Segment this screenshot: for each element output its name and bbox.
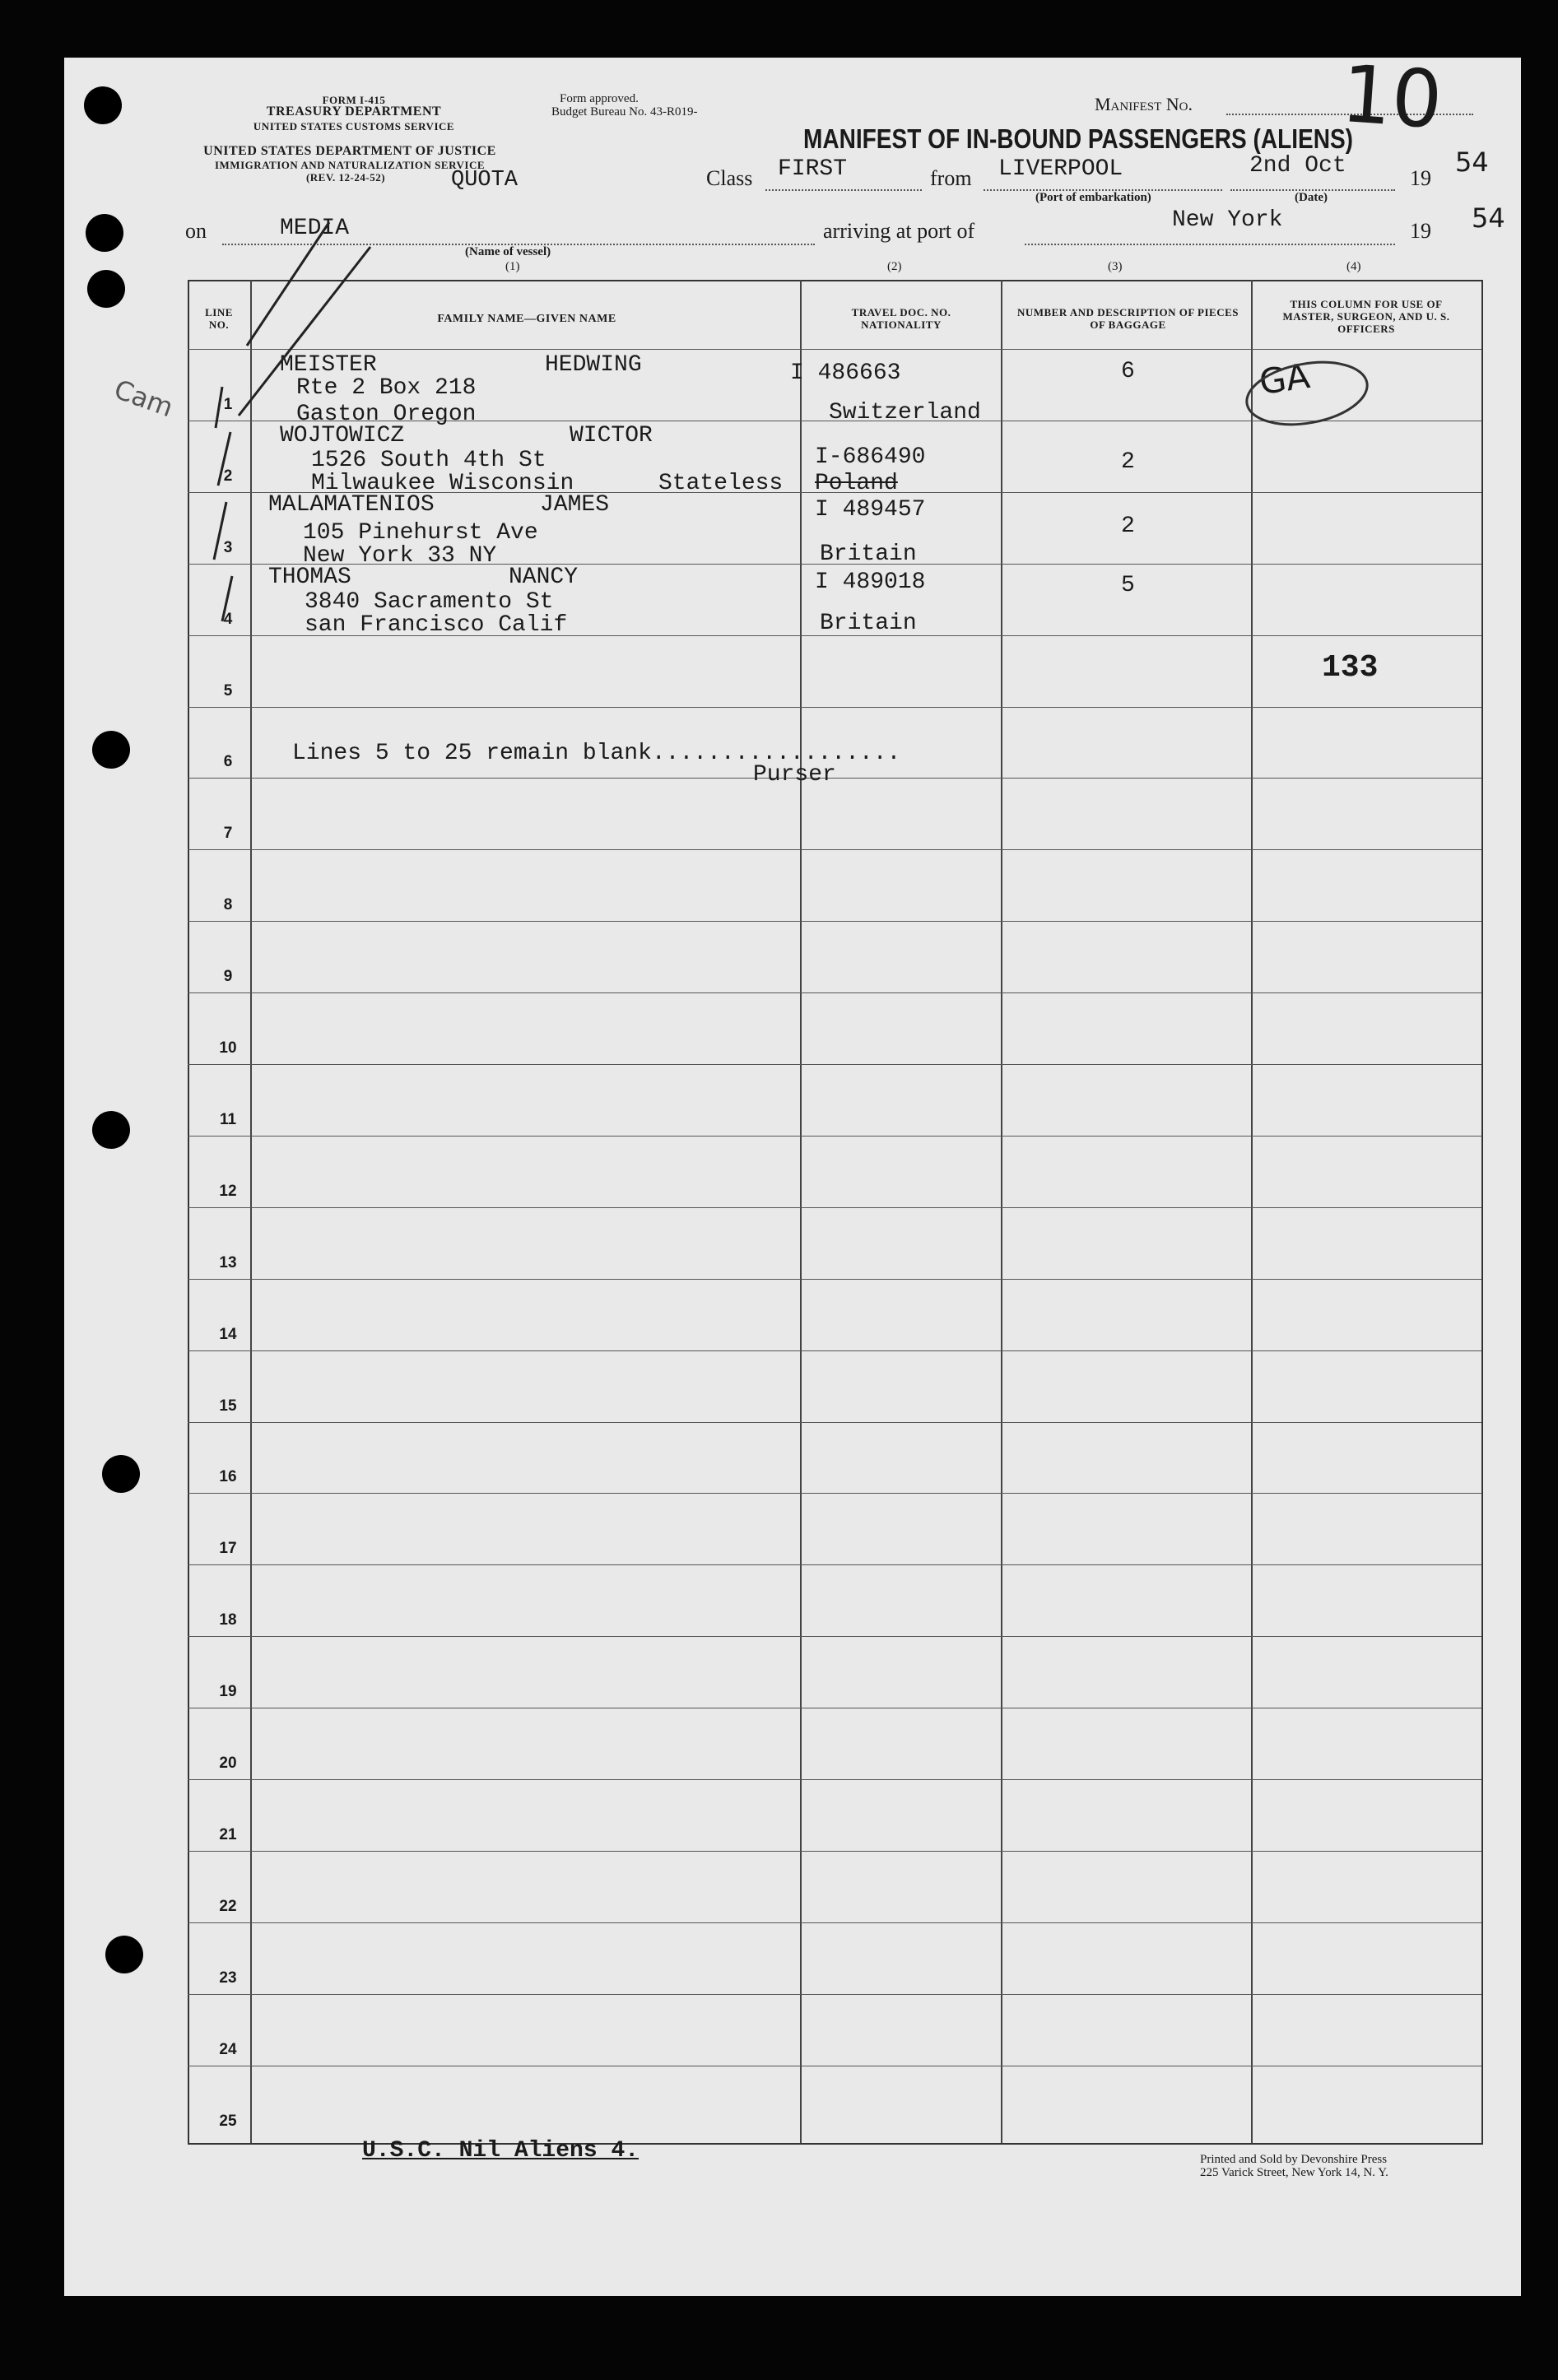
passenger-2-given: WICTOR <box>570 423 653 449</box>
nil-aliens-note: U.S.C. Nil Aliens 4. <box>362 2138 639 2164</box>
passenger-4-baggage: 5 <box>1121 573 1135 598</box>
header-baggage: NUMBER AND DESCRIPTION OF PIECES OF BAGGAGE <box>1016 306 1239 331</box>
col1-number: (1) <box>505 260 520 273</box>
form-approved: Form approved. <box>560 92 639 105</box>
passenger-3-addr2: New York 33 NY <box>303 543 497 569</box>
passenger-1-given: HEDWING <box>545 352 642 378</box>
quota-label: QUOTA <box>451 168 519 193</box>
treasury-dept: TREASURY DEPARTMENT <box>266 105 442 119</box>
passenger-3-given: JAMES <box>540 492 610 518</box>
vessel-caption: (Name of vessel) <box>465 245 551 258</box>
arrival-year: 54 <box>1472 202 1505 234</box>
immigration-service: IMMIGRATION AND NATURALIZATION SERVICE <box>214 159 486 171</box>
printer-line-2: 225 Varick Street, New York 14, N. Y. <box>1200 2166 1388 2179</box>
port-caption: (Port of embarkation) <box>1035 191 1151 204</box>
line-number: 24 <box>219 2040 237 2058</box>
col4-number: (4) <box>1346 260 1361 273</box>
line-number: 20 <box>219 1755 237 1772</box>
from-value: LIVERPOOL <box>998 156 1123 182</box>
passenger-1-addr2: Gaston Oregon <box>296 402 477 427</box>
col3-number: (3) <box>1108 260 1123 273</box>
date-caption: (Date) <box>1295 191 1328 204</box>
passenger-4-nationality: Britain <box>820 611 917 636</box>
header-line-no: LINE NO. <box>205 306 233 331</box>
revision: (REV. 12-24-52) <box>305 171 386 184</box>
blank-lines-note: Lines 5 to 25 remain blank.................. <box>292 741 901 766</box>
line-number: 11 <box>219 1110 237 1128</box>
vessel-name: MEDIA <box>280 216 350 241</box>
line-number: 9 <box>223 968 233 986</box>
manifest-no-label: Manifest No. <box>1095 94 1193 114</box>
line-number: 5 <box>223 681 233 700</box>
passenger-3-nationality: Britain <box>820 542 917 567</box>
line-number: 8 <box>223 896 233 914</box>
passenger-4-family: THOMAS <box>268 565 351 590</box>
line-number: 4 <box>223 610 233 628</box>
passenger-3-baggage: 2 <box>1121 514 1135 539</box>
line-number: 21 <box>219 1825 237 1843</box>
passenger-1-addr1: Rte 2 Box 218 <box>296 375 477 401</box>
customs-service: UNITED STATES CUSTOMS SERVICE <box>253 120 455 132</box>
class-value: FIRST <box>778 156 848 182</box>
year-prefix: 19 <box>1410 166 1431 190</box>
line-number: 7 <box>223 825 233 843</box>
passenger-1-baggage: 6 <box>1121 359 1135 384</box>
line-number: 23 <box>219 1969 237 1987</box>
header-name: FAMILY NAME—GIVEN NAME <box>437 313 616 325</box>
passenger-4-addr1: 3840 Sacramento St <box>305 589 554 615</box>
header-officers: THIS COLUMN FOR USE OF MASTER, SURGEON, AND U. S. OFFICERS <box>1282 298 1450 335</box>
officer-mark: GA <box>1256 355 1313 403</box>
line-number: 19 <box>219 1683 237 1701</box>
printer-line-1: Printed and Sold by Devonshire Press <box>1200 2153 1388 2166</box>
on-label: on <box>185 219 207 243</box>
budget-bureau: Budget Bureau No. 43-R019- <box>551 105 698 119</box>
passenger-2-doc: I-686490 <box>815 444 926 470</box>
justice-dept: UNITED STATES DEPARTMENT OF JUSTICE <box>203 144 496 158</box>
officer-circle <box>1242 354 1372 434</box>
passenger-2-nationality-note: Stateless <box>658 471 784 496</box>
passenger-2-baggage: 2 <box>1121 449 1135 475</box>
class-label: Class <box>706 166 753 190</box>
margin-mark: Cam <box>109 373 178 424</box>
line-number: 12 <box>219 1182 237 1200</box>
line-number: 25 <box>219 2112 237 2130</box>
header-travel-doc: TRAVEL DOC. NO. NATIONALITY <box>851 306 951 331</box>
passenger-4-given: NANCY <box>509 565 579 590</box>
line-number: 1 <box>223 395 233 413</box>
passenger-1-family: MEISTER <box>280 352 377 378</box>
arriving-label: arriving at port of <box>823 219 975 243</box>
passenger-4-doc: I 489018 <box>815 569 926 595</box>
officer-number: 133 <box>1322 650 1379 686</box>
form-number: FORM I-415 <box>322 94 386 106</box>
arrival-port: New York <box>1172 207 1283 233</box>
from-label: from <box>930 166 972 190</box>
line-number: 15 <box>219 1397 237 1415</box>
passenger-1-nationality: Switzerland <box>829 400 981 425</box>
line-number: 2 <box>223 467 233 485</box>
year-value: 54 <box>1455 146 1489 178</box>
line-number: 10 <box>219 1039 237 1057</box>
passenger-2-family: WOJTOWICZ <box>280 423 405 449</box>
line-number: 22 <box>219 1897 237 1915</box>
passenger-2-nationality: Poland <box>815 471 898 496</box>
date-value: 2nd Oct <box>1249 153 1346 179</box>
line-number: 17 <box>219 1540 237 1558</box>
col2-number: (2) <box>887 260 902 273</box>
passenger-2-addr1: 1526 South 4th St <box>311 448 546 473</box>
purser-signature: Purser <box>753 762 836 788</box>
passenger-3-family: MALAMATENIOS <box>268 492 435 518</box>
manifest-no-value: 10 <box>1338 47 1445 147</box>
line-number: 6 <box>223 753 233 771</box>
passenger-4-addr2: san Francisco Calif <box>305 612 568 638</box>
line-number: 13 <box>219 1253 237 1271</box>
passenger-3-doc: I 489457 <box>815 497 926 523</box>
line-number: 14 <box>219 1325 237 1343</box>
line-number: 16 <box>219 1468 237 1486</box>
passenger-2-addr2: Milwaukee Wisconsin <box>311 471 574 496</box>
arrival-year-prefix: 19 <box>1410 219 1431 243</box>
passenger-1-doc: I 486663 <box>790 360 901 386</box>
line-number: 18 <box>219 1611 237 1629</box>
line-number: 3 <box>223 538 233 556</box>
passenger-3-addr1: 105 Pinehurst Ave <box>303 520 538 546</box>
pen-stroke <box>214 222 370 621</box>
manifest-title: MANIFEST OF IN-BOUND PASSENGERS (ALIENS) <box>803 123 1354 154</box>
